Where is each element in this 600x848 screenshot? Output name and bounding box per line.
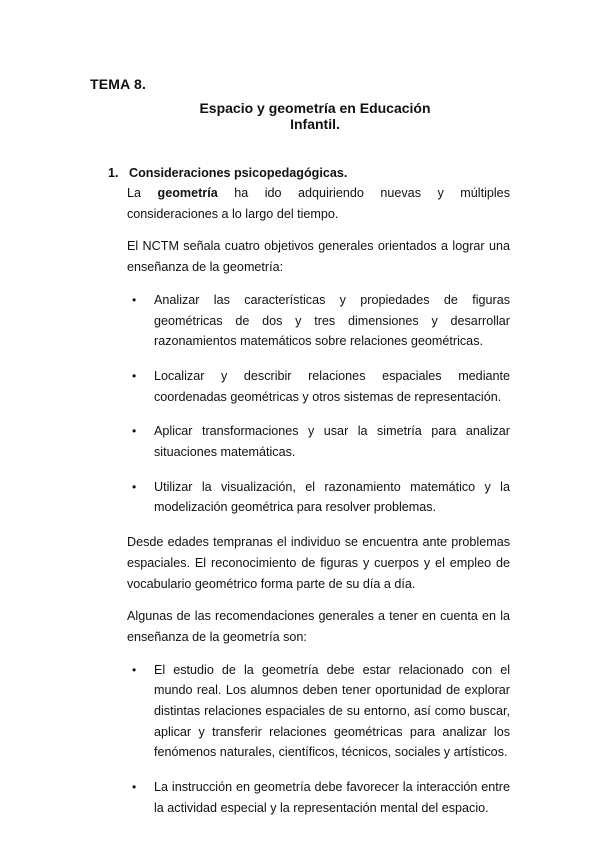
paragraph-early-ages: Desde edades tempranas el individuo se encuentra ante problemas espaciales. El reconocimiento de figuras y cuerpos y el empleo de vocabulario geométrico forma parte de su día a día. <box>127 535 510 591</box>
bullet-icon: • <box>132 292 137 307</box>
paragraph-intro: La geometría ha ido adquiriendo nuevas y múltiples consideraciones a lo largo del tiempo. <box>127 186 510 221</box>
list-item: • Localizar y describir relaciones espaciales mediante coordenadas geométricas y otros sistemas de representación. <box>127 366 510 407</box>
section-number: 1. <box>108 166 119 180</box>
list-item: • Aplicar transformaciones y usar la simetría para analizar situaciones matemáticas. <box>127 421 510 462</box>
list-item: • Analizar las características y propiedades de figuras geométricas de dos y tres dimensiones y desarrollar razonamientos matemáticos sobre relaciones geométricas. <box>127 290 510 352</box>
section-heading <box>108 166 347 180</box>
list-item: • El estudio de la geometría debe estar relacionado con el mundo real. Los alumnos deben tener oportunidad de explorar distintas relaciones espaciales de su entorno, así como buscar, aplicar y transferir relaciones geométricas para analizar los fenómenos naturales, científicos, técnicos, sociales y artísticos. <box>127 660 510 764</box>
bullet-icon: • <box>132 780 137 795</box>
section-title: Consideraciones psicopedagógicas. <box>129 166 348 180</box>
document-title <box>150 100 480 132</box>
emphasis-term: geometría <box>157 186 218 200</box>
list-item: • La instrucción en geometría debe favorecer la interacción entre la actividad especial y la representación mental del espacio. <box>127 777 510 818</box>
bullet-icon: • <box>132 368 137 383</box>
section-body <box>127 183 510 833</box>
bullet-icon: • <box>132 424 137 439</box>
title-line-2: Infantil. <box>290 116 340 132</box>
objectives-list <box>127 290 510 518</box>
paragraph-nctm: El NCTM señala cuatro objetivos generales orientados a lograr una enseñanza de la geometría: <box>127 239 510 275</box>
bullet-icon: • <box>132 479 137 494</box>
bullet-icon: • <box>132 662 137 677</box>
paragraph-recommendations-intro: Algunas de las recomendaciones generales a tener en cuenta en la enseñanza de la geometría son: <box>127 609 510 644</box>
recommendations-list <box>127 660 510 819</box>
list-item: • Utilizar la visualización, el razonamiento matemático y la modelización geométrica para resolver problemas. <box>127 477 510 518</box>
chapter-label: TEMA 8. <box>90 76 147 92</box>
title-line-1: Espacio y geometría en Educación <box>199 100 431 116</box>
